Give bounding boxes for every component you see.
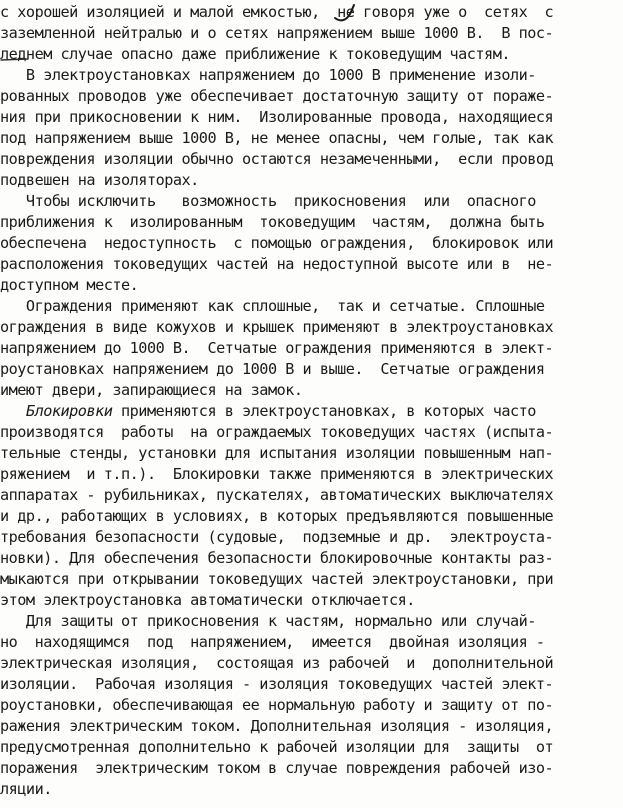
text-line: напряжением до 1000 В. Сетчатые ограждения применяются в элект- [0, 339, 554, 357]
emphasized-rest: применяются в электроустановках, в которых часто [112, 402, 536, 420]
text-line: производятся работы на ограждаемых токоведущих частях (испыта- [0, 423, 554, 441]
text-line: поражения электрическим током в случае повреждения рабочей изо- [0, 759, 554, 777]
text-line: ляции. [0, 780, 52, 798]
text-line: новки). Для обеспечения безопасности блокировочные контакты раз- [0, 549, 554, 567]
text-line: требования безопасности (судовые, подземные и др. электроуста- [0, 528, 554, 546]
text-line: приближения к изолированным токоведущим частям, должна быть [0, 213, 545, 231]
text-line: изоляции. Рабочая изоляция - изоляция токоведущих частей элект- [0, 675, 554, 693]
text-line: ражения электрическим током. Дополнительная изоляция - изоляция, [0, 717, 554, 735]
text-line: предусмотренная дополнительно к рабочей изоляции для защиты от [0, 738, 554, 756]
text-line: ряжением и т.п.). Блокировки также применяются в электрических [0, 465, 554, 483]
text-line: Чтобы исключить возможность прикосновения или опасного [0, 192, 536, 210]
text-line: ограждения в виде кожухов и крышек применяют в электроустановках [0, 318, 554, 336]
text-line: аппаратах - рубильниках, пускателях, автоматических выключателях [0, 486, 554, 504]
text-line: рованных проводов уже обеспечивает достаточную защиту от пораже- [0, 87, 554, 105]
text-line: имеют двери, запирающиеся на замок. [0, 381, 303, 399]
text-line: с хорошей изоляцией и малой емкостью, не говоря уже о сетях с [0, 3, 554, 21]
text-line: но находящимся под напряжением, имеется двойная изоляция - [0, 633, 545, 651]
text-line: мыкаются при открывании токоведущих частей электроустановки, при [0, 570, 554, 588]
text-line: доступном месте. [0, 276, 139, 294]
text-line: заземленной нейтралью и о сетях напряжением выше 1000 В. В пос- [0, 24, 554, 42]
text-line: повреждения изоляции обычно остаются незамеченными, если провод [0, 150, 554, 168]
text-line: подвешен на изоляторах. [0, 171, 199, 189]
text-line: Для защиты от прикосновения к частям, нормально или случай- [0, 612, 536, 630]
text-line: под напряжением выше 1000 В, не менее опасны, чем голые, так как [0, 129, 554, 147]
text-line: леднем случае опасно даже приближение к токоведущим частям. [0, 45, 510, 63]
text-line: Ограждения применяют как сплошные, так и сетчатые. Сплошные [0, 297, 545, 315]
text-line: роустановки, обеспечивающая ее нормальную работу и защиту от по- [0, 696, 554, 714]
emphasized-term: Блокировки [25, 402, 113, 420]
text-line: ния при прикосновении к ним. Изолированные провода, находящиеся [0, 108, 554, 126]
text-line: этом электроустановка автоматически отключается. [0, 591, 415, 609]
text-line: тельные стенды, установки для испытания изоляции повышенным нап- [0, 444, 554, 462]
text-line-emphasis [0, 401, 623, 421]
text-line: электрическая изоляция, состоящая из рабочей и дополнительной [0, 654, 554, 672]
text-line: В электроустановках напряжением до 1000 В применение изоли- [0, 66, 536, 84]
text-line: расположения токоведущих частей на недоступной высоте или в не- [0, 255, 554, 273]
text-line: и др., работающих в условиях, в которых предъявляются повышенные [0, 507, 554, 525]
text-line: роустановках напряжением до 1000 В и выше. Сетчатые ограждения [0, 360, 545, 378]
text-line: обеспечена недоступность с помощью ограждения, блокировок или [0, 234, 554, 252]
